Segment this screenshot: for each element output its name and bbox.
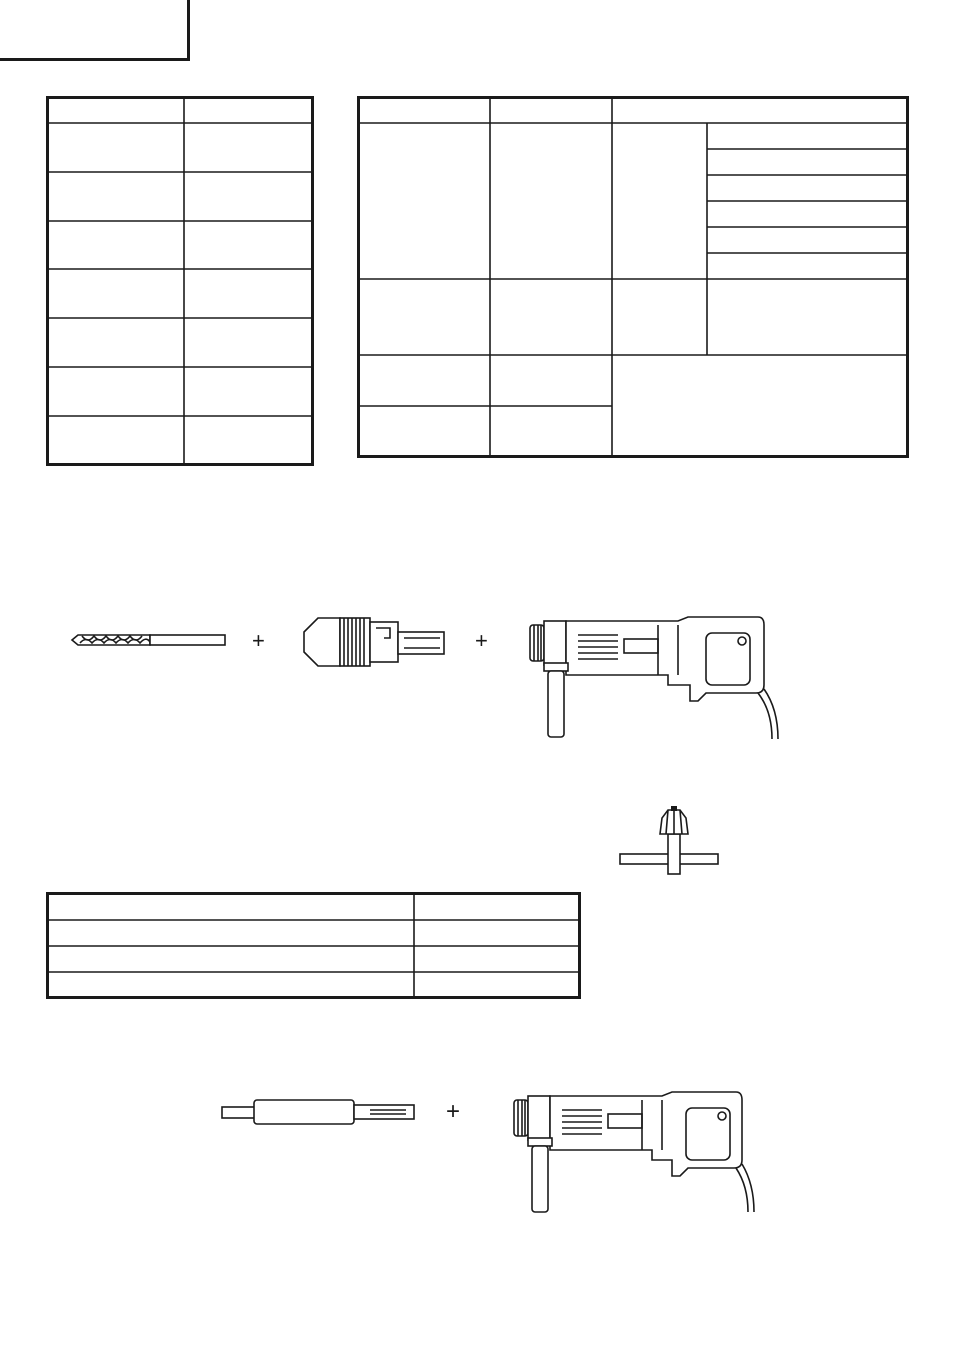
keyless-chuck-icon: [300, 612, 450, 672]
plus-sign-3: +: [446, 1098, 461, 1125]
table-left-grid: [46, 96, 314, 466]
chuck-key-icon: [616, 806, 726, 876]
plus-sign-1: +: [252, 628, 265, 653]
taper-shank-adapter-icon: [220, 1098, 420, 1128]
rotary-hammer-2-icon: [512, 1090, 762, 1215]
language-tab: [0, 0, 190, 61]
table-right-grid: [357, 96, 909, 458]
table-left: [46, 96, 314, 466]
table-bottom: [46, 892, 581, 999]
plus-sign-2: +: [475, 628, 488, 653]
rotary-hammer-icon: [528, 615, 778, 740]
table-right: [357, 96, 909, 458]
table-bottom-grid: [46, 892, 581, 999]
drill-bit-icon: [70, 630, 230, 650]
